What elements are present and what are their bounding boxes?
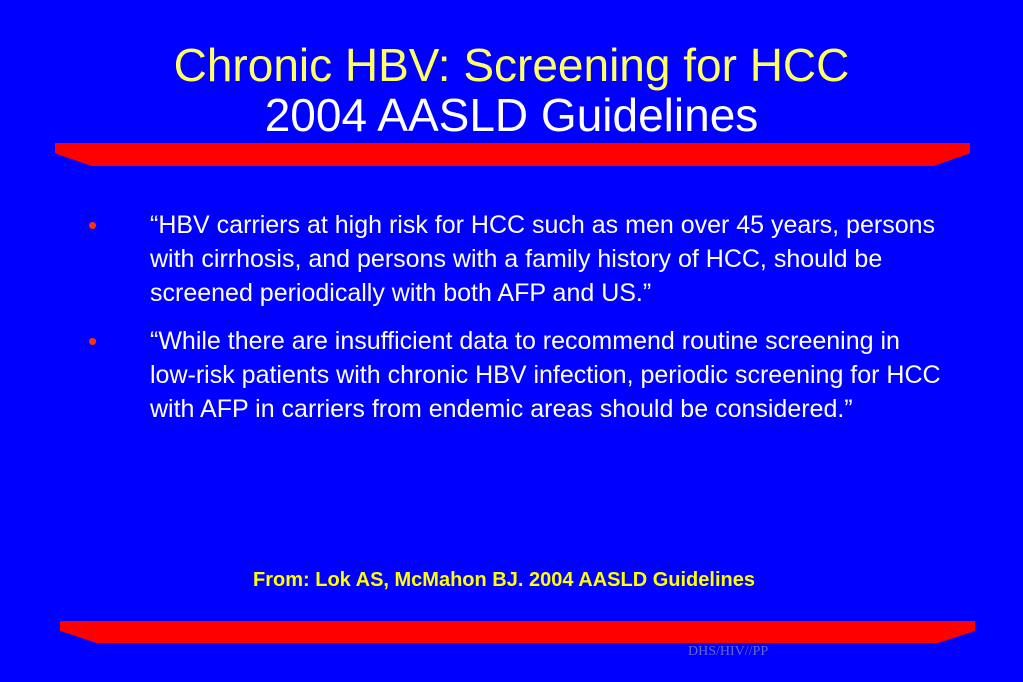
slide-title: [0, 40, 1023, 140]
bullet-marker: •: [88, 210, 98, 240]
top-divider-bar: [55, 143, 970, 166]
bullet-marker: •: [88, 326, 98, 356]
title-line-1: Chronic HBV: Screening for HCC: [173, 39, 850, 91]
bullet-text: “While there are insufficient data to recommend routine screening in low-risk patients with chronic HBV infection, periodic screening for HCC with AFP in carriers from endemic areas should be considered.”: [150, 327, 941, 423]
bullet-item: [86, 208, 946, 310]
title-line-2: 2004 AASLD Guidelines: [264, 89, 759, 141]
bullet-text: “HBV carriers at high risk for HCC such as men over 45 years, persons with cirrhosis, and persons with a family history of HCC, should be screened periodically with both AFP and US.”: [150, 211, 935, 307]
bullet-list: [86, 208, 946, 440]
bullet-item: [86, 324, 946, 426]
footer-label: DHS/HIV//PP: [688, 644, 769, 659]
bottom-divider-bar: [60, 621, 975, 643]
citation: From: Lok AS, McMahon BJ. 2004 AASLD Guidelines: [253, 569, 755, 591]
